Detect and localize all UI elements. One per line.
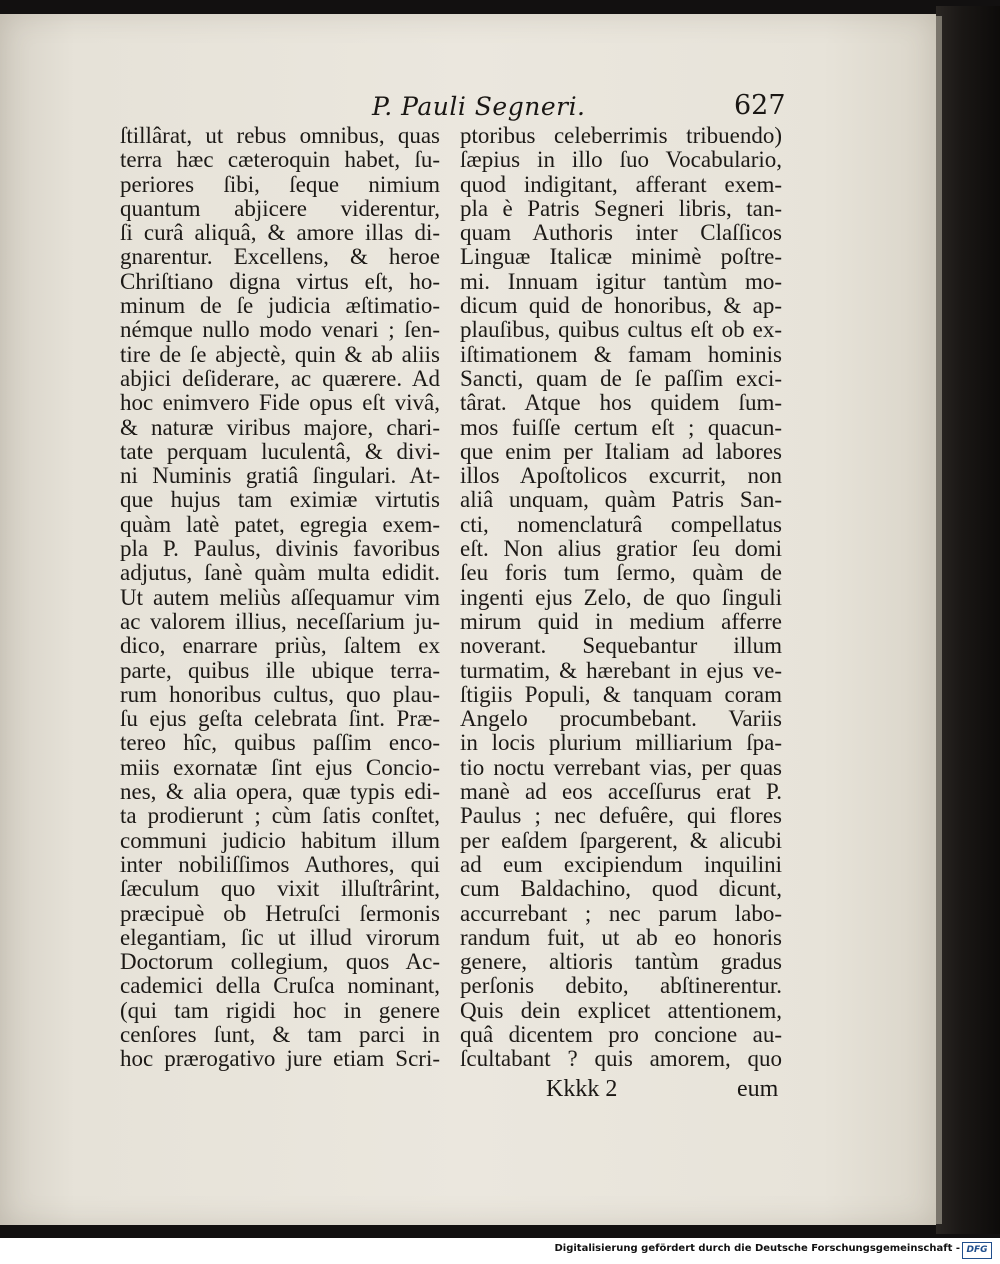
text-line: quàm latè patet, egregia exem-	[120, 511, 440, 537]
text-line: ni Numinis gratiâ ſingulari. At-	[120, 463, 440, 489]
text-line: præcipuè ob Hetruſci ſermonis	[120, 900, 440, 926]
digitization-credit-bar	[0, 1238, 1000, 1264]
text-line: mos fuiſſe certum eſt ; quacun-	[460, 414, 782, 440]
text-line: cum Baldachino, quod dicunt,	[460, 876, 782, 902]
text-line: accurrebant ; nec parum labo-	[460, 900, 782, 926]
catchword: eum	[737, 1076, 779, 1102]
text-line: communi judicio habitum illum	[120, 827, 440, 853]
text-line: Ut autem meliùs aſſequamur vim	[120, 584, 440, 610]
book-page	[0, 14, 936, 1225]
credit-text: Digitalisierung gefördert durch die Deutsche Forschungsgemeinschaft -	[554, 1243, 960, 1254]
text-line: aliâ unquam, quàm Patris San-	[460, 487, 782, 513]
text-line: pla P. Paulus, divinis favoribus	[120, 536, 440, 562]
text-line: miis exornatæ ſint ejus Concio-	[120, 754, 440, 780]
text-line: manè ad eos acceſſurus erat P.	[460, 779, 782, 805]
text-line: ſeu foris tum ſermo, quàm de	[460, 560, 782, 586]
text-line: mi. Innuam igitur tantùm mo-	[460, 268, 782, 294]
text-line: ad eum excipiendum inquilini	[460, 851, 782, 877]
dfg-logo-icon: DFG	[962, 1242, 992, 1259]
text-line: Linguæ Italicæ minimè poſtre-	[460, 244, 782, 270]
running-head: P. Pauli Segneri.	[372, 92, 586, 121]
text-line: que enim per Italiam ad labores	[460, 438, 782, 464]
left-text-column	[120, 124, 440, 1072]
text-line: que hujus tam eximiæ virtutis	[120, 487, 440, 513]
text-line: parte, quibus ille ubique terra-	[120, 657, 440, 683]
text-line: Sancti, quam de ſe paſſim exci-	[460, 365, 782, 391]
text-line: Angelo procumbebant. Variis	[460, 706, 782, 732]
text-line: eſt. Non alius gratior ſeu domi	[460, 536, 782, 562]
text-line: tire de ſe abjectè, quin & ab aliis	[120, 341, 440, 367]
text-line: elegantiam, ſic ut illud virorum	[120, 924, 440, 950]
text-line: tereo hîc, quibus paſſim enco-	[120, 730, 440, 756]
text-line: turmatim, & hærebant in ejus ve-	[460, 657, 782, 683]
text-line: ſi curâ aliquâ, & amore illas di-	[120, 220, 440, 246]
text-line: in locis plurium milliarium ſpa-	[460, 730, 782, 756]
text-line: rum honoribus cultus, quo plau-	[120, 681, 440, 707]
text-line: illos Apoſtolicos excurrit, non	[460, 463, 782, 489]
text-line: ac valorem illius, neceſſarium ju-	[120, 608, 440, 634]
text-line: ſæculum quo vixit illuſtrârint,	[120, 876, 440, 902]
text-line: tio noctu verrebant vias, per quas	[460, 754, 782, 780]
text-line: iſtimationem & famam hominis	[460, 341, 782, 367]
text-line: randum fuit, ut ab eo honoris	[460, 924, 782, 950]
text-line: gnarentur. Excellens, & heroe	[120, 244, 440, 270]
text-line: dico, enarrare priùs, ſaltem ex	[120, 633, 440, 659]
page-edge	[936, 6, 1000, 1234]
text-line: Chriſtiano digna virtus eſt, ho-	[120, 268, 440, 294]
text-line: quod indigitant, afferant exem-	[460, 171, 782, 197]
text-line: Paulus ; nec defuêre, qui flores	[460, 803, 782, 829]
text-line: ſu ejus geſta celebrata ſint. Præ-	[120, 706, 440, 732]
text-line: ptoribus celeberrimis tribuendo)	[460, 123, 782, 148]
text-line: târat. Atque hos quidem ſum-	[460, 390, 782, 416]
text-line: noverant. Sequebantur illum	[460, 633, 782, 659]
text-line: némque nullo modo venari ; ſen-	[120, 317, 440, 343]
text-line: mirum quid in medium afferre	[460, 608, 782, 634]
text-line: ingenti ejus Zelo, de quo ſinguli	[460, 584, 782, 610]
text-line: tate perquam luculentâ, & divi-	[120, 438, 440, 464]
text-line: Quis dein explicet attentionem,	[460, 997, 782, 1023]
text-line: (qui tam rigidi hoc in genere	[120, 997, 440, 1023]
text-line: perſonis debito, abſtinerentur.	[460, 973, 782, 999]
right-text-column	[460, 124, 782, 1072]
text-line: cenſores ſunt, & tam parci in	[120, 1021, 440, 1047]
text-line: inter nobiliſſimos Authores, qui	[120, 851, 440, 877]
text-line: hoc enimvero Fide opus eſt vivâ,	[120, 390, 440, 416]
text-line: terra hæc cæteroquin habet, ſu-	[120, 147, 440, 173]
text-line: quam Authoris inter Claſſicos	[460, 220, 782, 246]
signature-mark: Kkkk 2	[546, 1076, 618, 1102]
text-line: dicum quid de honoribus, & ap-	[460, 293, 782, 319]
text-line: ſcultabant ? quis amorem, quo	[460, 1046, 782, 1072]
text-line: nes, & alia opera, quæ typis edi-	[120, 779, 440, 805]
text-line: hoc prærogativo jure etiam Scri-	[120, 1046, 440, 1072]
text-line: abjici deſiderare, ac quærere. Ad	[120, 365, 440, 391]
page-number: 627	[734, 90, 786, 121]
text-line: cti, nomenclaturâ compellatus	[460, 511, 782, 537]
text-line: Doctorum collegium, quos Ac-	[120, 949, 440, 975]
text-line: quâ dicentem pro concione au-	[460, 1021, 782, 1047]
text-line: ta prodierunt ; cùm ſatis conſtet,	[120, 803, 440, 829]
text-line: ſtigiis Populi, & tanquam coram	[460, 681, 782, 707]
text-line: & naturæ viribus majore, chari-	[120, 414, 440, 440]
text-line: periores ſibi, ſeque nimium	[120, 171, 440, 197]
text-line: ſtillârat, ut rebus omnibus, quas	[120, 123, 440, 148]
text-line: pla è Patris Segneri libris, tan-	[460, 195, 782, 221]
text-line: minum de ſe judicia æſtimatio-	[120, 293, 440, 319]
text-line: cademici della Cruſca nominant,	[120, 973, 440, 999]
text-line: per eaſdem ſpargerent, & alicubi	[460, 827, 782, 853]
text-line: adjutus, ſanè quàm multa edidit.	[120, 560, 440, 586]
text-line: plauſibus, quibus cultus eſt ob ex-	[460, 317, 782, 343]
next-page-sliver	[936, 16, 942, 1224]
text-line: genere, altioris tantùm gradus	[460, 949, 782, 975]
text-line: ſæpius in illo ſuo Vocabulario,	[460, 147, 782, 173]
text-line: quantum abjicere viderentur,	[120, 195, 440, 221]
